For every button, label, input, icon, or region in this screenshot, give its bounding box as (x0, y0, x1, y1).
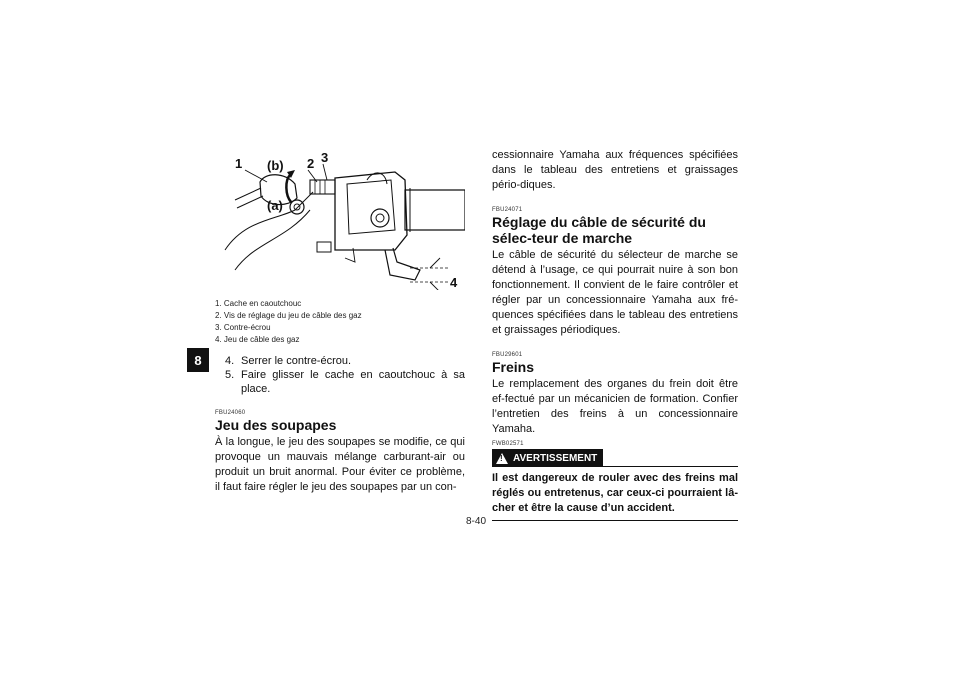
section-title-valves: Jeu des soupapes (215, 417, 337, 433)
section-body-cable: Le câble de sécurité du sélecteur de marche se détend à l’usage, ce qui pourrait nuire à son bon fonctionnement. Il convient de le faire contrôler et régler par un concessionnaire Yamaha aux fré-quences spécifiées dans le tableau des entretiens et graissages périodiques. (492, 249, 738, 336)
warning-badge (492, 449, 603, 467)
section-code: FBU29601 (492, 352, 523, 358)
figure-label-b: (b) (267, 158, 284, 173)
throttle-illustration (215, 150, 465, 290)
step-text: Serrer le contre-écrou. (241, 355, 352, 367)
warning-triangle-icon (496, 453, 508, 464)
figure-label-2: 2 (307, 156, 315, 171)
chapter-tab: 8 (187, 348, 209, 372)
section-title-cable: Réglage du câble de sécurité du sélec-teur de marche (492, 214, 706, 246)
warning-rule-bottom (492, 520, 738, 521)
caption-item: 1. Cache en caoutchouc (215, 299, 302, 308)
figure-label-a: (a) (267, 198, 283, 213)
step-number: 4. (225, 355, 235, 367)
continuation-text: cessionnaire Yamaha aux fréquences spécifiées dans le tableau des entretiens et graissages pério-diques. (492, 149, 738, 191)
section-code: FBU24071 (492, 207, 523, 213)
procedure-steps (225, 354, 465, 396)
step-item (225, 354, 465, 368)
section-title-brakes: Freins (492, 359, 535, 375)
caption-item: 2. Vis de réglage du jeu de câble des gaz (215, 311, 362, 320)
caption-item: 3. Contre-écrou (215, 323, 271, 332)
step-number: 5. (225, 369, 235, 381)
warning-rule-top (603, 466, 738, 467)
caption-item: 4. Jeu de câble des gaz (215, 335, 300, 344)
right-column (492, 148, 738, 521)
warning-header (492, 449, 738, 467)
page-number: 8-40 (466, 516, 487, 527)
figure-captions (215, 298, 465, 346)
section-code: FBU24060 (215, 410, 246, 416)
section-body-brakes: Le remplacement des organes du frein doit être ef-fectué par un mécanicien de formation. Confier l’entretien des freins à un concessionnaire Yamaha. (492, 378, 738, 435)
left-column (215, 150, 465, 495)
figure-label-3: 3 (321, 150, 329, 165)
throttle-lever-drawing (215, 150, 465, 290)
step-item (225, 368, 465, 396)
section-body-valves: À la longue, le jeu des soupapes se modifie, ce qui provoque un mauvais mélange carburant-air ou produit un bruit anormal. Pour éviter ce problème, il faut faire régler le jeu des soupapes par un con- (215, 436, 465, 493)
warning-text: Il est dangereux de rouler avec des freins mal réglés ou entretenus, car ceux-ci pourraient lâ-cher et être la cause d’un accident. (492, 472, 738, 514)
figure-label-1: 1 (235, 156, 243, 171)
step-text: Faire glisser le cache en caoutchouc à sa place. (241, 369, 465, 395)
figure-label-4: 4 (450, 275, 458, 290)
warning-code: FWB02571 (492, 441, 524, 447)
warning-label: AVERTISSEMENT (513, 452, 598, 464)
